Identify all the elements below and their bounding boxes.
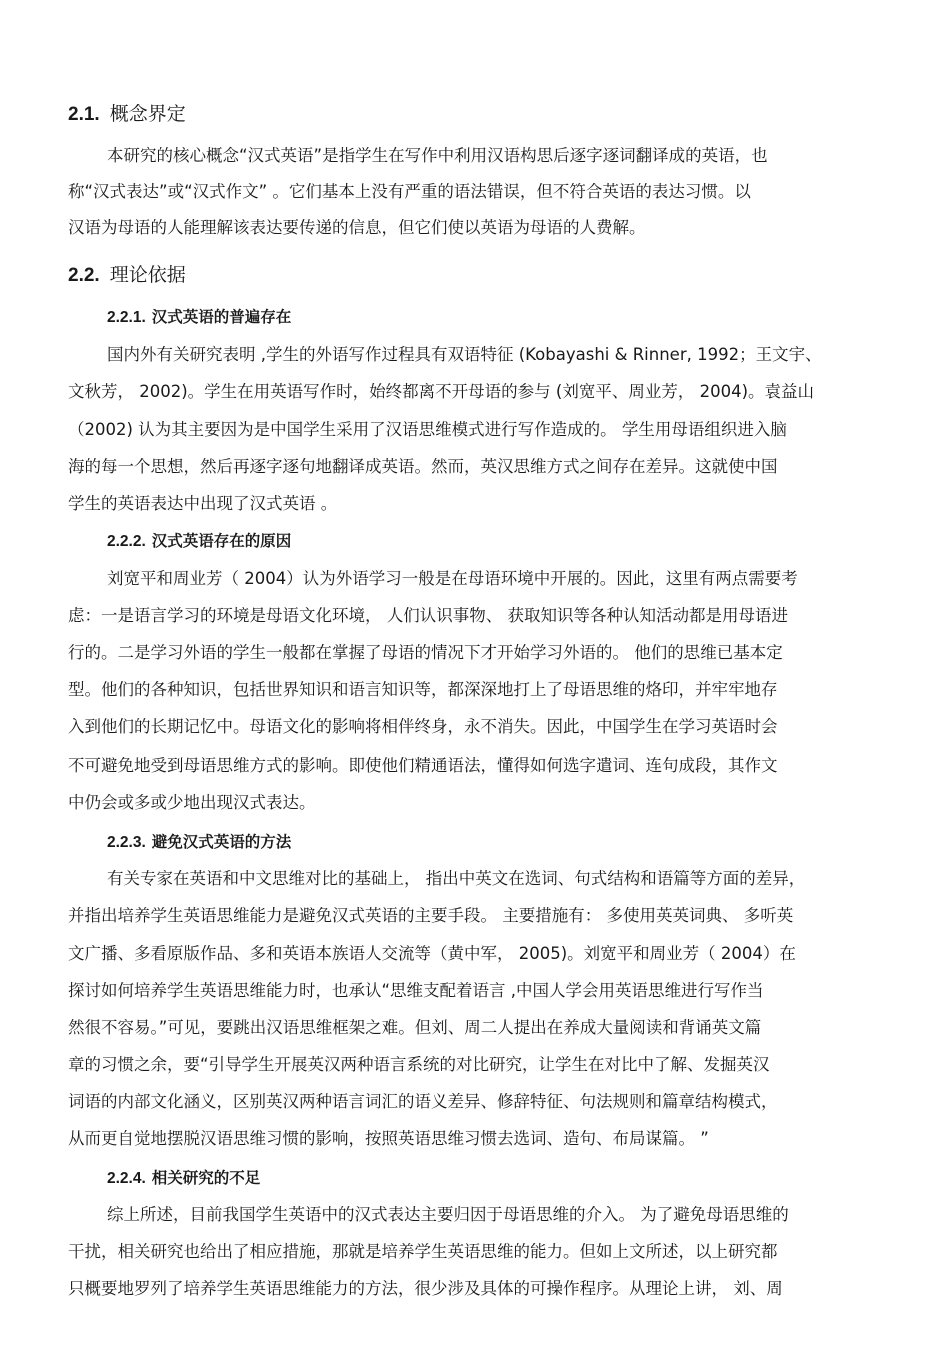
subsection-heading-2-2-4 — [107, 1167, 260, 1190]
subsection-title: 汉式英语存在的原因 — [151, 532, 292, 550]
paragraph-line: 有关专家在英语和中文思维对比的基础上， 指出中英文在选词、句式结构和语篇等方面的差异， — [107, 869, 806, 888]
subsection-number: 2.2.1. — [107, 309, 146, 326]
subsection-heading-2-2-2 — [107, 530, 291, 553]
paragraph-line: 海的每一个思想，然后再逐字逐句地翻译成英语。然而，英汉思维方式之间存在差异。这就使中国 — [68, 457, 778, 476]
subsection-title: 相关研究的不足 — [151, 1169, 261, 1187]
paragraph-line: 型。他们的各种知识，包括世界知识和语言知识等，都深深地打上了母语思维的烙印，并牢牢地存 — [68, 680, 778, 699]
paragraph-line: 中仍会或多或少地出现汉式表达。 — [68, 793, 316, 812]
paragraph-line: 并指出培养学生英语思维能力是避免汉式英语的主要手段。 主要措施有： 多使用英英词典、 多听英 — [68, 906, 794, 925]
paragraph-line: 章的习惯之余，要“引导学生开展英汉两种语言系统的对比研究，让学生在对比中了解、发掘英汉 — [68, 1055, 770, 1074]
paragraph-line: 行的。二是学习外语的学生一般都在掌握了母语的情况下才开始学习外语的。 他们的思维已基本定 — [68, 643, 783, 662]
section-heading-2-2 — [68, 262, 186, 289]
paragraph-line: 只概要地罗列了培养学生英语思维能力的方法，很少涉及具体的可操作程序。从理论上讲， 刘、周 — [68, 1279, 783, 1298]
paragraph-line: 虑：一是语言学习的环境是母语文化环境， 人们认识事物、 获取知识等各种认知活动都是用母语进 — [68, 606, 788, 625]
paragraph-line: 从而更自觉地摆脱汉语思维习惯的影响，按照英语思维习惯去选词、造句、布局谋篇。 ” — [68, 1129, 709, 1148]
subsection-number: 2.2.4. — [107, 1170, 146, 1187]
paragraph-line: 探讨如何培养学生英语思维能力时，也承认“思维支配着语言 ,中国人学会用英语思维进行写作当 — [68, 981, 764, 1000]
paragraph-line: 词语的内部文化涵义，区别英汉两种语言词汇的语义差异、修辞特征、句法规则和篇章结构模式， — [68, 1092, 778, 1111]
paragraph-line: 本研究的核心概念“汉式英语”是指学生在写作中利用汉语构思后逐字逐词翻译成的英语，也 — [107, 146, 768, 165]
section-number: 2.1. — [68, 104, 100, 125]
subsection-title: 汉式英语的普遍存在 — [151, 308, 292, 326]
paragraph-line: 然很不容易。”可见，要跳出汉语思维框架之难。但刘、周二人提出在养成大量阅读和背诵英文篇 — [68, 1018, 762, 1037]
section-title: 概念界定 — [109, 103, 186, 125]
paragraph-line: 国内外有关研究表明 ,学生的外语写作过程具有双语特征 (Kobayashi & Rinner, 1992；王文宇、 — [107, 345, 822, 364]
paragraph-line: 文秋芳， 2002)。学生在用英语写作时，始终都离不开母语的参与 (刘宽平、周业芳， 2004)。袁益山 — [68, 382, 815, 401]
section-heading-2-1 — [68, 101, 186, 128]
paragraph-line: 干扰，相关研究也给出了相应措施，那就是培养学生英语思维的能力。但如上文所述，以上研究都 — [68, 1242, 778, 1261]
paragraph-line: 称“汉式表达”或“汉式作文” 。它们基本上没有严重的语法错误，但不符合英语的表达习惯。以 — [68, 182, 751, 201]
paragraph-line: 文广播、多看原版作品、多和英语本族语人交流等（黄中军， 2005)。刘宽平和周业芳（ 2004）在 — [68, 944, 796, 963]
subsection-number: 2.2.3. — [107, 834, 146, 851]
paragraph-line: 不可避免地受到母语思维方式的影响。即使他们精通语法，懂得如何选字遣词、连句成段，其作文 — [68, 756, 778, 775]
subsection-title: 避免汉式英语的方法 — [151, 833, 292, 851]
subsection-heading-2-2-3 — [107, 831, 291, 854]
section-title: 理论依据 — [109, 264, 186, 286]
paragraph-line: 刘宽平和周业芳（ 2004）认为外语学习一般是在母语环境中开展的。因此，这里有两点需要考 — [107, 569, 798, 588]
section-number: 2.2. — [68, 265, 100, 286]
paragraph-line: 汉语为母语的人能理解该表达要传递的信息，但它们使以英语为母语的人费解。 — [68, 218, 646, 237]
paragraph-line: 学生的英语表达中出现了汉式英语 。 — [68, 494, 338, 513]
paragraph-line: 入到他们的长期记忆中。母语文化的影响将相伴终身，永不消失。因此，中国学生在学习英语时会 — [68, 717, 778, 736]
paragraph-line: （2002) 认为其主要因为是中国学生采用了汉语思维模式进行写作造成的。 学生用母语组织进入脑 — [68, 420, 787, 439]
subsection-heading-2-2-1 — [107, 306, 291, 329]
subsection-number: 2.2.2. — [107, 533, 146, 550]
paragraph-line: 综上所述，目前我国学生英语中的汉式表达主要归因于母语思维的介入。 为了避免母语思维的 — [107, 1205, 789, 1224]
